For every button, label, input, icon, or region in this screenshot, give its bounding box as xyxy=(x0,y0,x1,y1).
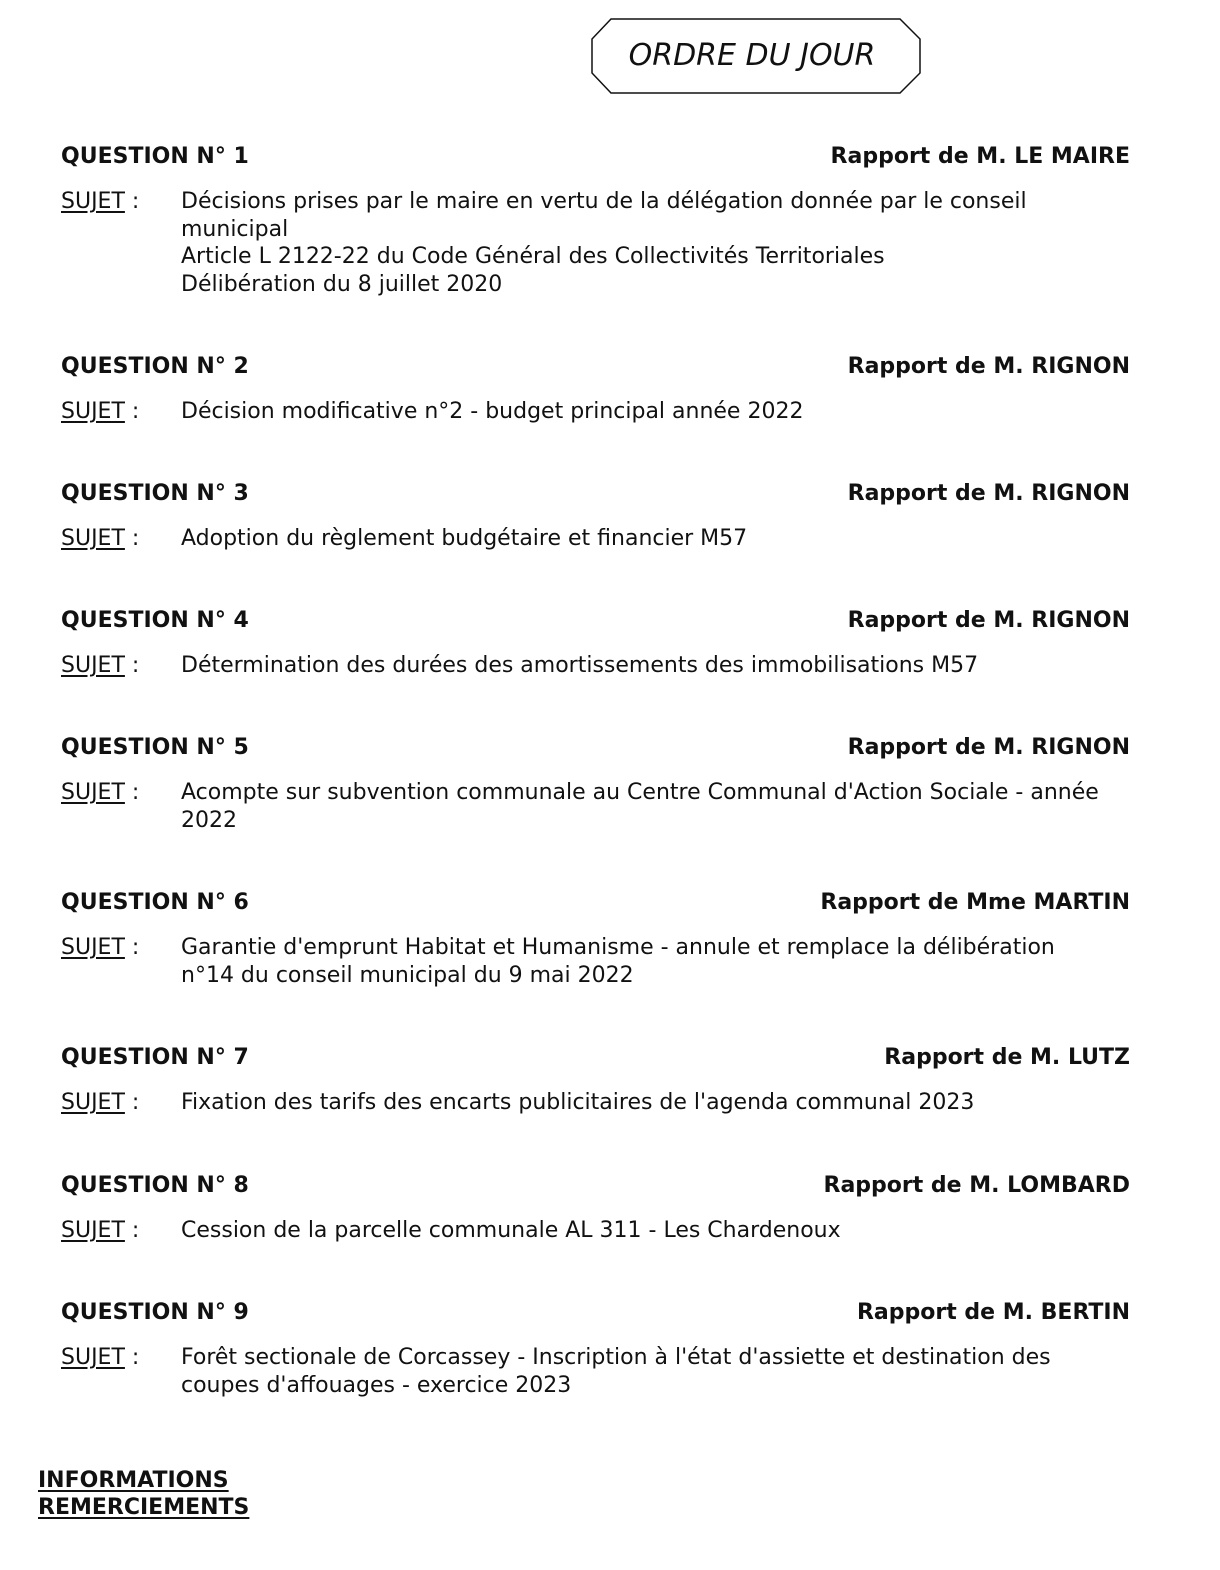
question-item xyxy=(61,888,1130,989)
question-number: QUESTION N° 3 xyxy=(61,481,249,506)
sujet-line: Détermination des durées des amortissements des immobilisations M57 xyxy=(181,653,979,678)
question-subject xyxy=(61,1217,1130,1245)
question-rapporteur: Rapport de M. RIGNON xyxy=(847,735,1130,760)
question-subject xyxy=(61,398,1130,426)
sujet-text xyxy=(181,934,1130,989)
sujet-label: SUJET : xyxy=(61,526,140,551)
sujet-text xyxy=(181,398,1130,426)
question-subject xyxy=(61,188,1130,298)
question-rapporteur: Rapport de M. RIGNON xyxy=(847,481,1130,506)
sujet-line: Décision modificative n°2 - budget principal année 2022 xyxy=(181,399,804,424)
remerciements-heading: REMERCIEMENTS xyxy=(38,1495,250,1520)
footer-section xyxy=(38,1467,249,1521)
sujet-label-text: SUJET xyxy=(61,1090,125,1115)
question-number: QUESTION N° 5 xyxy=(61,735,249,760)
sujet-line: 2022 xyxy=(181,807,237,833)
sujet-text xyxy=(181,652,1130,680)
question-rapporteur: Rapport de M. BERTIN xyxy=(856,1300,1130,1325)
question-number: QUESTION N° 1 xyxy=(61,144,249,169)
sujet-label: SUJET : xyxy=(61,189,140,214)
question-number: QUESTION N° 2 xyxy=(61,354,249,379)
question-header xyxy=(61,352,1130,382)
sujet-label: SUJET : xyxy=(61,780,140,805)
sujet-label: SUJET : xyxy=(61,1345,140,1370)
question-number: QUESTION N° 8 xyxy=(61,1173,249,1198)
question-number: QUESTION N° 4 xyxy=(61,608,249,633)
sujet-label: SUJET : xyxy=(61,399,140,424)
question-header xyxy=(61,606,1130,636)
question-header xyxy=(61,1043,1130,1073)
sujet-line: Article L 2122-22 du Code Général des Collectivités Territoriales xyxy=(181,244,885,269)
question-subject xyxy=(61,525,1130,553)
sujet-label-text: SUJET xyxy=(61,1218,125,1243)
sujet-text xyxy=(181,1217,1130,1245)
question-item xyxy=(61,1171,1130,1245)
sujet-line: Forêt sectionale de Corcassey - Inscription à l'état d'assiette et destination des xyxy=(181,1345,1051,1370)
question-subject xyxy=(61,1344,1130,1399)
question-item xyxy=(61,733,1130,834)
sujet-line: Garantie d'emprunt Habitat et Humanisme - annule et remplace la délibération xyxy=(181,935,1055,960)
sujet-text xyxy=(181,188,1130,298)
question-number: QUESTION N° 6 xyxy=(61,890,249,915)
question-subject xyxy=(61,652,1130,680)
question-rapporteur: Rapport de Mme MARTIN xyxy=(820,890,1130,915)
question-item xyxy=(61,352,1130,426)
sujet-line: Décisions prises par le maire en vertu de la délégation donnée par le conseil xyxy=(181,189,1027,214)
question-rapporteur: Rapport de M. LOMBARD xyxy=(823,1173,1130,1198)
sujet-label-text: SUJET xyxy=(61,189,125,214)
sujet-label: SUJET : xyxy=(61,1218,140,1243)
sujet-label: SUJET : xyxy=(61,935,140,960)
sujet-label-text: SUJET xyxy=(61,780,125,805)
sujet-text xyxy=(181,525,1130,553)
informations-heading: INFORMATIONS xyxy=(38,1468,229,1493)
sujet-label: SUJET : xyxy=(61,653,140,678)
question-subject xyxy=(61,779,1130,834)
sujet-text xyxy=(181,1344,1130,1399)
question-rapporteur: Rapport de M. LE MAIRE xyxy=(830,144,1130,169)
sujet-line: n°14 du conseil municipal du 9 mai 2022 xyxy=(181,962,634,988)
sujet-line: Délibération du 8 juillet 2020 xyxy=(181,271,503,297)
sujet-label-text: SUJET xyxy=(61,935,125,960)
sujet-line: Fixation des tarifs des encarts publicitaires de l'agenda communal 2023 xyxy=(181,1090,975,1115)
sujet-label-text: SUJET xyxy=(61,1345,125,1370)
question-rapporteur: Rapport de M. RIGNON xyxy=(847,354,1130,379)
question-rapporteur: Rapport de M. RIGNON xyxy=(847,608,1130,633)
sujet-label-text: SUJET xyxy=(61,653,125,678)
question-rapporteur: Rapport de M. LUTZ xyxy=(884,1045,1130,1070)
sujet-text xyxy=(181,1089,1130,1117)
agenda-title: ORDRE DU JOUR xyxy=(628,38,876,73)
sujet-line: Adoption du règlement budgétaire et financier M57 xyxy=(181,526,748,551)
question-item xyxy=(61,142,1130,298)
sujet-line: municipal xyxy=(181,216,289,242)
question-header xyxy=(61,1298,1130,1328)
question-item xyxy=(61,606,1130,680)
question-number: QUESTION N° 9 xyxy=(61,1300,249,1325)
question-header xyxy=(61,888,1130,918)
question-item xyxy=(61,1298,1130,1399)
sujet-text xyxy=(181,779,1130,834)
question-number: QUESTION N° 7 xyxy=(61,1045,249,1070)
agenda-title-box xyxy=(591,18,921,94)
question-header xyxy=(61,479,1130,509)
sujet-label-text: SUJET xyxy=(61,526,125,551)
question-header xyxy=(61,733,1130,763)
question-subject xyxy=(61,1089,1130,1117)
question-subject xyxy=(61,934,1130,989)
question-header xyxy=(61,142,1130,172)
question-item xyxy=(61,479,1130,553)
sujet-label-text: SUJET xyxy=(61,399,125,424)
question-header xyxy=(61,1171,1130,1201)
sujet-line: coupes d'affouages - exercice 2023 xyxy=(181,1372,572,1398)
question-item xyxy=(61,1043,1130,1117)
sujet-line: Cession de la parcelle communale AL 311 - Les Chardenoux xyxy=(181,1218,841,1243)
sujet-line: Acompte sur subvention communale au Centre Communal d'Action Sociale - année xyxy=(181,780,1099,805)
sujet-label: SUJET : xyxy=(61,1090,140,1115)
